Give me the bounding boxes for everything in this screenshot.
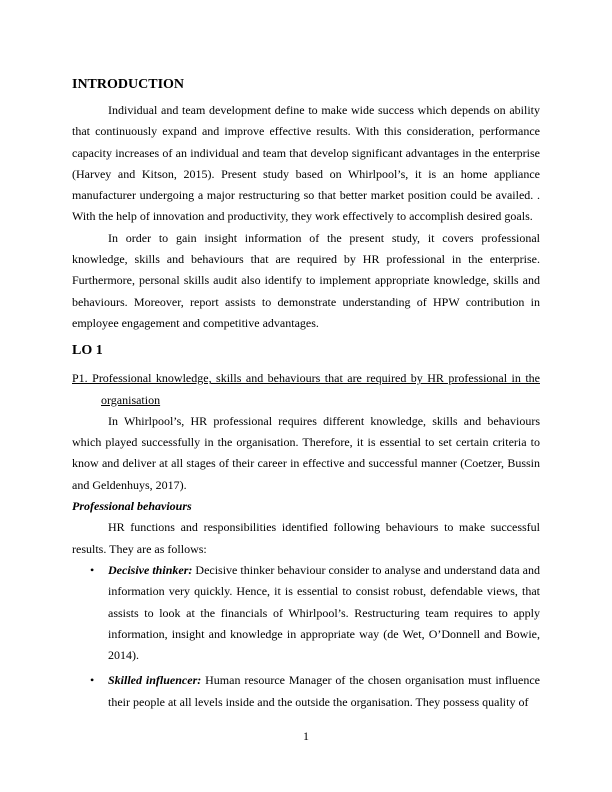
bullet-icon: • xyxy=(90,673,95,688)
behaviours-heading: Professional behaviours xyxy=(72,499,192,514)
bullet-term: Decisive thinker: xyxy=(108,562,193,577)
page-number: 1 xyxy=(303,729,309,743)
bullet-term: Skilled influencer: xyxy=(108,673,202,688)
list-item xyxy=(72,560,540,666)
introduction-paragraph-2: In order to gain insight information of the present study, it covers professional knowledge, skills and behaviours that are required by HR professional in the enterprise. Furthermore, personal skills audit also identify to implement appropriate knowledge, skills and behaviours. Moreover, report assists to demonstrate understanding of HPW contribution in employee engagement and competitive advantages. xyxy=(72,230,540,330)
introduction-heading: INTRODUCTION xyxy=(72,77,185,92)
behaviours-intro: HR functions and responsibilities identified following behaviours to make successful results. They are as follows: xyxy=(72,520,540,556)
page-content xyxy=(72,76,540,717)
introduction-paragraph-1: Individual and team development define to make wide success which depends on ability that continuously expand and improve effective results. With this consideration, performance capacity increases of an individual and team that develop significant advantages in the enterprise (Harvey and Kitson, 2015). Present study based on Whirlpool’s, it is an home appliance manufacturer undergoing a major restructuring so that better market position could be availed. . With the help of innovation and productivity, they work effectively to accomplish desired goals. xyxy=(72,103,540,224)
list-item xyxy=(72,670,540,713)
bullet-text: Decisive thinker behaviour consider to analyse and understand data and information very quickly. Hence, it is essential to consist robust, defendable views, that assists to look at the financials of Whirlpool’s. Restructuring team requires to apply information, insight and knowledge in appropriate way (de Wet, O’Donnell and Bowie, 2014). xyxy=(108,562,540,663)
p1-paragraph: In Whirlpool’s, HR professional requires different knowledge, skills and behaviours which played successfully in the organisation. Therefore, it is essential to set certain criteria to know and deliver at all stages of their career in effective and successful manner (Coetzer, Bussin and Geldenhuys, 2017). xyxy=(72,413,540,492)
bullet-text: Human resource Manager of the chosen organisation must influence their people at all levels inside and the outside the organisation. They possess quality of xyxy=(108,673,540,709)
behaviours-list xyxy=(72,560,540,713)
p1-title: P1. Professional knowledge, skills and behaviours that are required by HR professional in the organisation xyxy=(72,371,540,407)
bullet-icon: • xyxy=(90,562,95,577)
lo1-heading: LO 1 xyxy=(72,343,103,359)
